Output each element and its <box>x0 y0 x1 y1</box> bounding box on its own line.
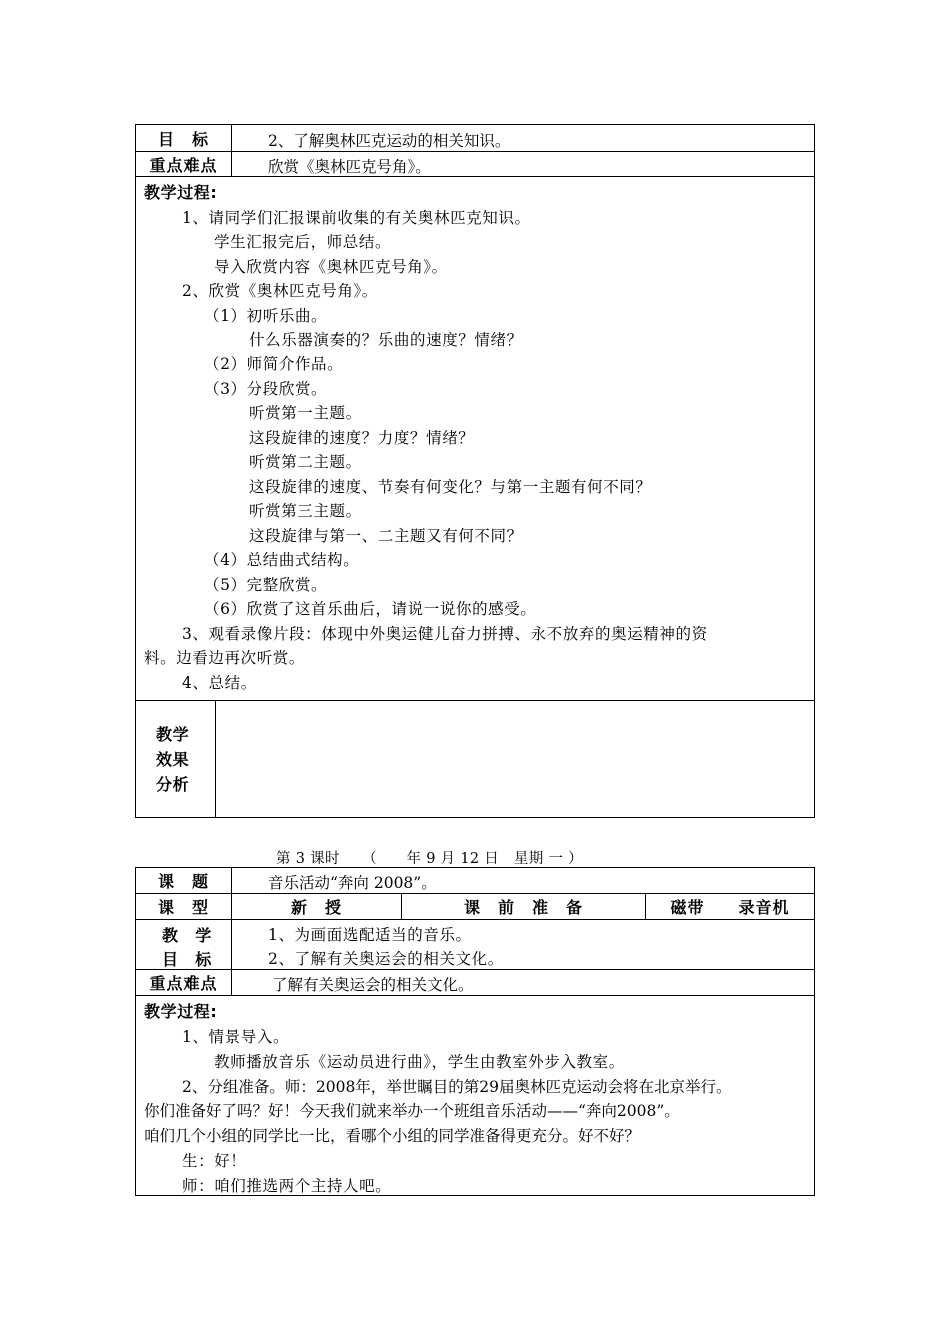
teaching-process-section <box>136 996 814 1195</box>
process-line: 听赏第一主题。 <box>249 404 362 422</box>
lesson-heading: 第 3 课时 （ 年 9 月 12 日 星期 一 ） <box>276 851 583 867</box>
process-line: 导入欣赏内容《奥林匹克号角》。 <box>214 258 448 276</box>
type-label: 课 型 <box>136 894 232 919</box>
preparation-value: 磁带 录音机 <box>670 898 790 917</box>
process-line: 这段旋律的速度、节奏有何变化？与第一主题有何不同？ <box>249 478 652 496</box>
teaching-process-section <box>136 177 814 701</box>
process-line: （2）师简介作品。 <box>204 355 344 373</box>
goal-row <box>136 125 814 152</box>
key-difficulty-label: 重点难点 <box>136 152 232 176</box>
process-line: 听赏第二主题。 <box>249 453 362 471</box>
goal-text: 2、了解奥林匹克运动的相关知识。 <box>268 132 511 150</box>
process-line: 什么乐器演奏的？乐曲的速度？情绪？ <box>249 331 523 349</box>
process-line: 学生汇报完后，师总结。 <box>214 233 392 251</box>
goal-line: 1、为画面选配适当的音乐。 <box>268 926 472 944</box>
process-line: 3、观看录像片段：体现中外奥运健儿奋力拼搏、永不放弃的奥运精神的资 <box>182 625 708 643</box>
key-difficulty-row <box>136 152 814 177</box>
process-line: 教师播放音乐《运动员进行曲》，学生由教室外步入教室。 <box>214 1053 625 1071</box>
goal-content <box>232 920 814 969</box>
process-line: 料。边看边再次听赏。 <box>144 649 306 667</box>
lesson-plan-table-2 <box>135 867 815 1196</box>
teaching-process-label: 教学过程: <box>144 183 218 202</box>
process-line: 师：咱们推选两个主持人吧。 <box>182 1177 392 1195</box>
type-row <box>136 894 814 920</box>
process-line: 你们准备好了吗？好！今天我们就来举办一个班组音乐活动——“奔向2008”。 <box>144 1102 680 1120</box>
goal-row <box>136 920 814 970</box>
type-value: 新 授 <box>232 894 402 919</box>
process-line: 这段旋律的速度？力度？情绪？ <box>249 429 475 447</box>
key-difficulty-label: 重点难点 <box>136 970 232 995</box>
effect-analysis-row <box>136 701 814 817</box>
process-line: 这段旋律与第一、二主题又有何不同？ <box>249 527 523 545</box>
process-line: 1、请同学们汇报课前收集的有关奥林匹克知识。 <box>182 209 531 227</box>
process-line: 2、分组准备。师：2008年，举世瞩目的第29届奥林匹克运动会将在北京举行。 <box>182 1078 732 1096</box>
process-line: （5）完整欣赏。 <box>204 576 328 594</box>
process-line: （6）欣赏了这首乐曲后，请说一说你的感受。 <box>204 600 537 618</box>
process-line: （4）总结曲式结构。 <box>204 551 360 569</box>
effect-analysis-content <box>216 701 814 817</box>
goal-label: 目 标 <box>136 125 232 151</box>
topic-row <box>136 868 814 894</box>
goal-line: 2、了解有关奥运会的相关文化。 <box>268 950 504 968</box>
key-difficulty-text: 了解有关奥运会的相关文化。 <box>272 976 474 994</box>
key-difficulty-row <box>136 970 814 996</box>
process-line: 咱们几个小组的同学比一比，看哪个小组的同学准备得更充分。好不好？ <box>144 1127 641 1145</box>
process-line: 4、总结。 <box>182 674 257 692</box>
key-difficulty-text: 欣赏《奥林匹克号角》。 <box>268 158 431 176</box>
process-line: 生：好！ <box>182 1152 247 1170</box>
topic-label: 课 题 <box>136 868 232 893</box>
process-line: （1）初听乐曲。 <box>204 307 328 325</box>
lesson-plan-table-1 <box>135 124 815 818</box>
goal-label: 教 学 目 标 <box>136 920 232 969</box>
process-line: 2、欣赏《奥林匹克号角》。 <box>182 282 378 300</box>
topic-text: 音乐活动“奔向 2008”。 <box>268 874 437 892</box>
process-line: （3）分段欣赏。 <box>204 380 328 398</box>
effect-analysis-label: 教学 效果 分析 <box>136 701 216 817</box>
process-line: 听赏第三主题。 <box>249 502 362 520</box>
teaching-process-label: 教学过程: <box>144 1002 218 1021</box>
process-line: 1、情景导入。 <box>182 1028 290 1046</box>
preparation-label: 课 前 准 备 <box>402 894 646 919</box>
